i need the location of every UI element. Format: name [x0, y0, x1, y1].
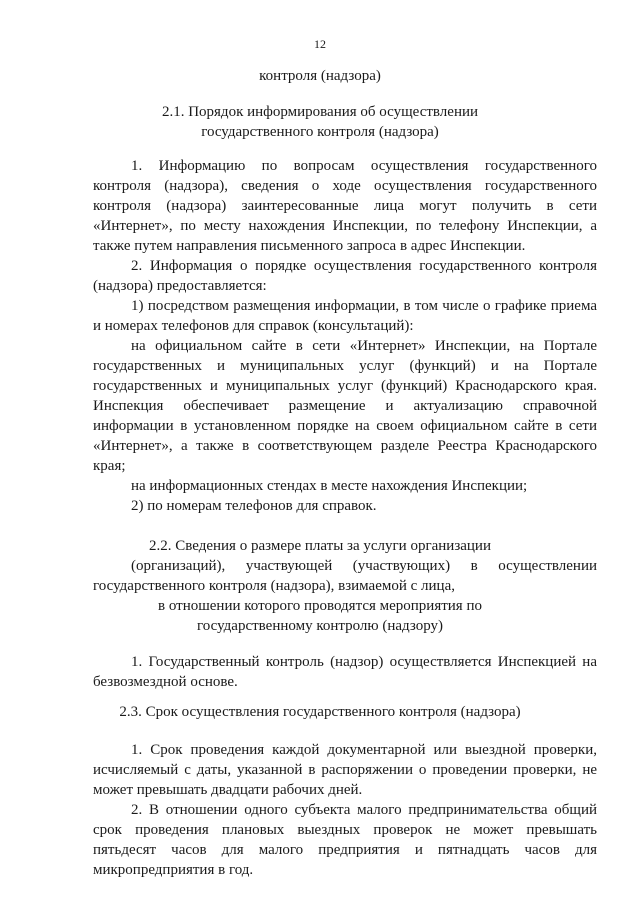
- section-2-3-heading: 2.3. Срок осуществления государственного контроля (надзора): [119, 704, 521, 720]
- section-2-1-paragraph-1: 1. Информацию по вопросам осуществления государственного контроля (надзора), сведения о ходе осуществления государственного контроля (надзора) заинтересованные лица могут получить в сети «Интернет», по месту нахождения Инспекции, по телефону Инспекции, а также путем направления письменного запроса в адрес Инспекции.: [93, 158, 597, 254]
- section-2-2-heading-line-5: государственному контролю (надзору): [197, 618, 443, 634]
- section-2-1-paragraph-6: 2) по номерам телефонов для справок.: [131, 498, 377, 514]
- continuation-heading: контроля (надзора): [259, 68, 381, 84]
- section-2-2-heading-line-1: 2.2. Сведения о размере платы за услуги организации: [149, 538, 491, 554]
- section-2-1-paragraph-5: на информационных стендах в месте нахождения Инспекции;: [131, 478, 528, 494]
- section-2-1-heading-line-2: государственного контроля (надзора): [201, 124, 439, 140]
- section-2-1-paragraph-4: на официальном сайте в сети «Интернет» Инспекции, на Портале государственных и муниципальных услуг (функций) и на Портале государственных и муниципальных услуг (функций) Краснодарского края. Инспекция обеспечивает размещение и актуализацию справочной информации в установленном порядке на своем официальном сайте в сети «Интернет», а также в соответствующем разделе Реестра Краснодарского края;: [93, 338, 597, 474]
- section-2-3-paragraph-1: 1. Срок проведения каждой документарной или выездной проверки, исчисляемый с даты, указанной в распоряжении о проведении проверки, не может превышать двадцати рабочих дней.: [93, 742, 597, 798]
- page-number: 12: [314, 37, 326, 51]
- section-2-3-paragraph-2: 2. В отношении одного субъекта малого предпринимательства общий срок проведения плановых выездных проверок не может превышать пятьдесят часов для малого предприятия и пятнадцать часов для микропредприятия в год.: [93, 802, 597, 878]
- section-2-2-paragraph-1: 1. Государственный контроль (надзор) осуществляется Инспекцией на безвозмездной основе.: [93, 654, 597, 690]
- section-2-1-heading-line-1: 2.1. Порядок информирования об осуществлении: [161, 104, 479, 120]
- section-2-2-heading-lines-2-3: (организаций), участвующей (участвующих) в осуществлении государственного контроля (надзора), взимаемой с лица,: [93, 558, 597, 594]
- section-2-1-paragraph-2: 2. Информация о порядке осуществления государственного контроля (надзора) предоставляется:: [93, 258, 597, 294]
- section-2-1-paragraph-3: 1) посредством размещения информации, в том числе о графике приема и номерах телефонов для справок (консультаций):: [93, 298, 597, 334]
- section-2-2-heading-line-4: в отношении которого проводятся мероприятия по: [158, 598, 482, 614]
